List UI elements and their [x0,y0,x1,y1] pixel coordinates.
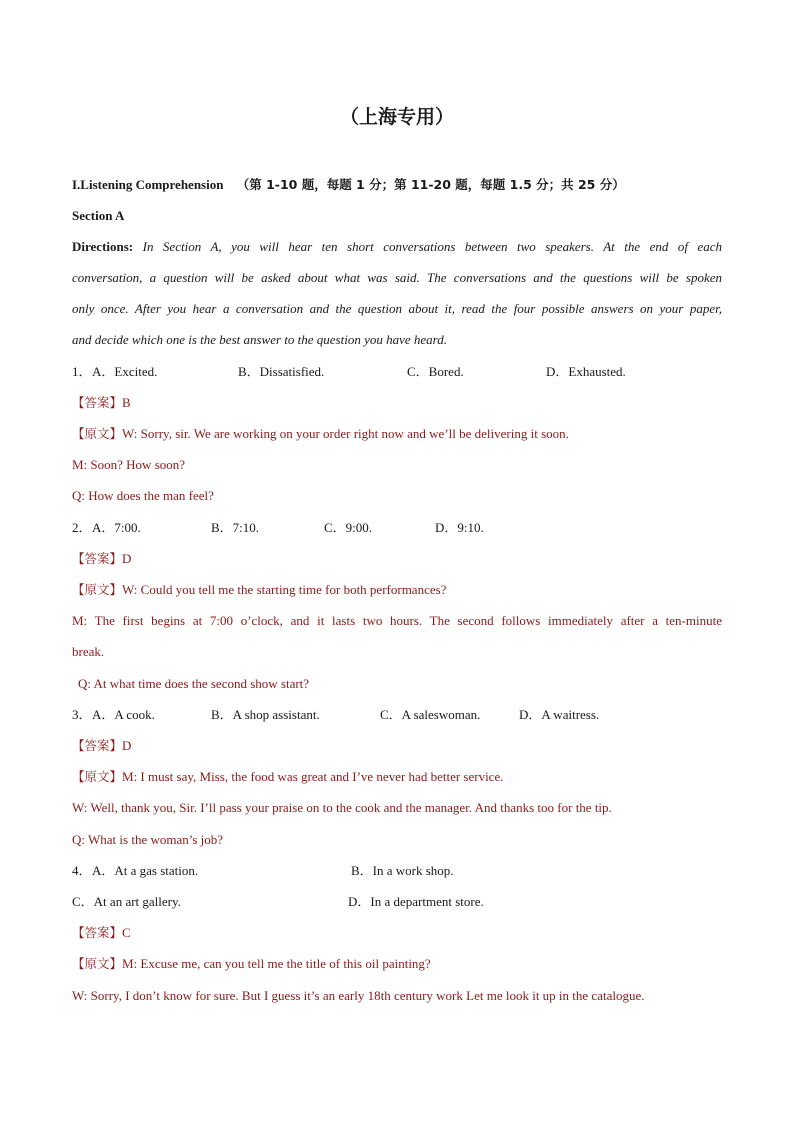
directions-line-3: only once. After you hear a conversation and the question about it, read the four possible answers on your paper, [72,301,722,316]
answer-value: D [122,551,132,566]
question-number: 1． [72,364,92,379]
transcript-tag: 【原文】 [72,582,123,597]
transcript-tag: 【原文】 [72,956,123,971]
option-b: B．A shop assistant. [211,707,320,722]
transcript-tag: 【原文】 [72,426,123,441]
directions-line-4: and decide which one is the best answer to the question you have heard. [72,332,448,347]
transcript-question: Q: How does the man feel? [72,488,214,503]
part-scoring: （第 1-10 题，每题 1 分；第 11-20 题，每题 1.5 分；共 25 分） [236,177,625,192]
directions-line-1 [72,238,722,256]
question-number: 2． [72,520,92,535]
option-a: A．Excited. [92,364,158,379]
transcript-line [72,581,446,599]
answer-line [72,737,131,755]
question-number: 4． [72,863,92,878]
answer-line [72,550,131,568]
part-heading [72,176,625,194]
part-title: I.Listening Comprehension [72,177,224,192]
option-d: D．A waitress. [519,707,600,722]
directions-label: Directions: [72,239,134,254]
option-b: B．7:10. [211,520,260,535]
transcript-line: break. [72,644,105,659]
option-c: C．At an art gallery. [72,894,181,909]
answer-value: B [122,395,131,410]
document-title: （上海专用） [339,106,454,128]
answer-line [72,394,131,412]
transcript-question: Q: What is the woman’s job? [72,832,224,847]
answer-value: C [122,925,131,940]
option-d: D．Exhausted. [546,364,626,379]
option-a: A．7:00. [92,520,141,535]
section-label: Section A [72,208,125,223]
transcript-line: M: The first begins at 7:00 o’clock, and it lasts two hours. The second follows immediately after a ten-minute [72,613,722,628]
option-c: C．A saleswoman. [380,707,481,722]
transcript-text: M: I must say, Miss, the food was great and I’ve never had better service. [122,769,504,784]
answer-tag: 【答案】 [72,925,123,940]
answer-tag: 【答案】 [72,738,123,753]
question-number: 3． [72,707,92,722]
transcript-text: W: Could you tell me the starting time for both performances? [122,582,447,597]
directions-text: In Section A, you will hear ten short conversations between two speakers. At the end of each [142,239,722,254]
transcript-line: W: Well, thank you, Sir. I’ll pass your praise on to the cook and the manager. And thanks too for the tip. [72,800,612,815]
option-b: B．Dissatisfied. [238,364,325,379]
transcript-question: Q: At what time does the second show start? [78,676,310,691]
option-d: D．In a department store. [348,894,484,909]
answer-tag: 【答案】 [72,551,123,566]
answer-value: D [122,738,132,753]
option-c: C．9:00. [324,520,373,535]
transcript-line: W: Sorry, I don’t know for sure. But I guess it’s an early 18th century work Let me look it up in the catalogue. [72,988,645,1003]
answer-tag: 【答案】 [72,395,123,410]
transcript-line [72,955,431,973]
transcript-tag: 【原文】 [72,769,123,784]
directions-line-2: conversation, a question will be asked about what was said. The conversations and the questions will be spoken [72,270,722,285]
transcript-text: M: Excuse me, can you tell me the title of this oil painting? [122,956,431,971]
option-d: D．9:10. [435,520,484,535]
option-a: A．At a gas station. [92,863,199,878]
transcript-text: W: Sorry, sir. We are working on your order right now and we’ll be delivering it soon. [122,426,569,441]
transcript-line [72,425,569,443]
answer-line [72,924,131,942]
transcript-line [72,768,503,786]
option-b: B．In a work shop. [351,863,454,878]
transcript-line: M: Soon? How soon? [72,457,186,472]
option-c: C．Bored. [407,364,464,379]
option-a: A．A cook. [92,707,155,722]
